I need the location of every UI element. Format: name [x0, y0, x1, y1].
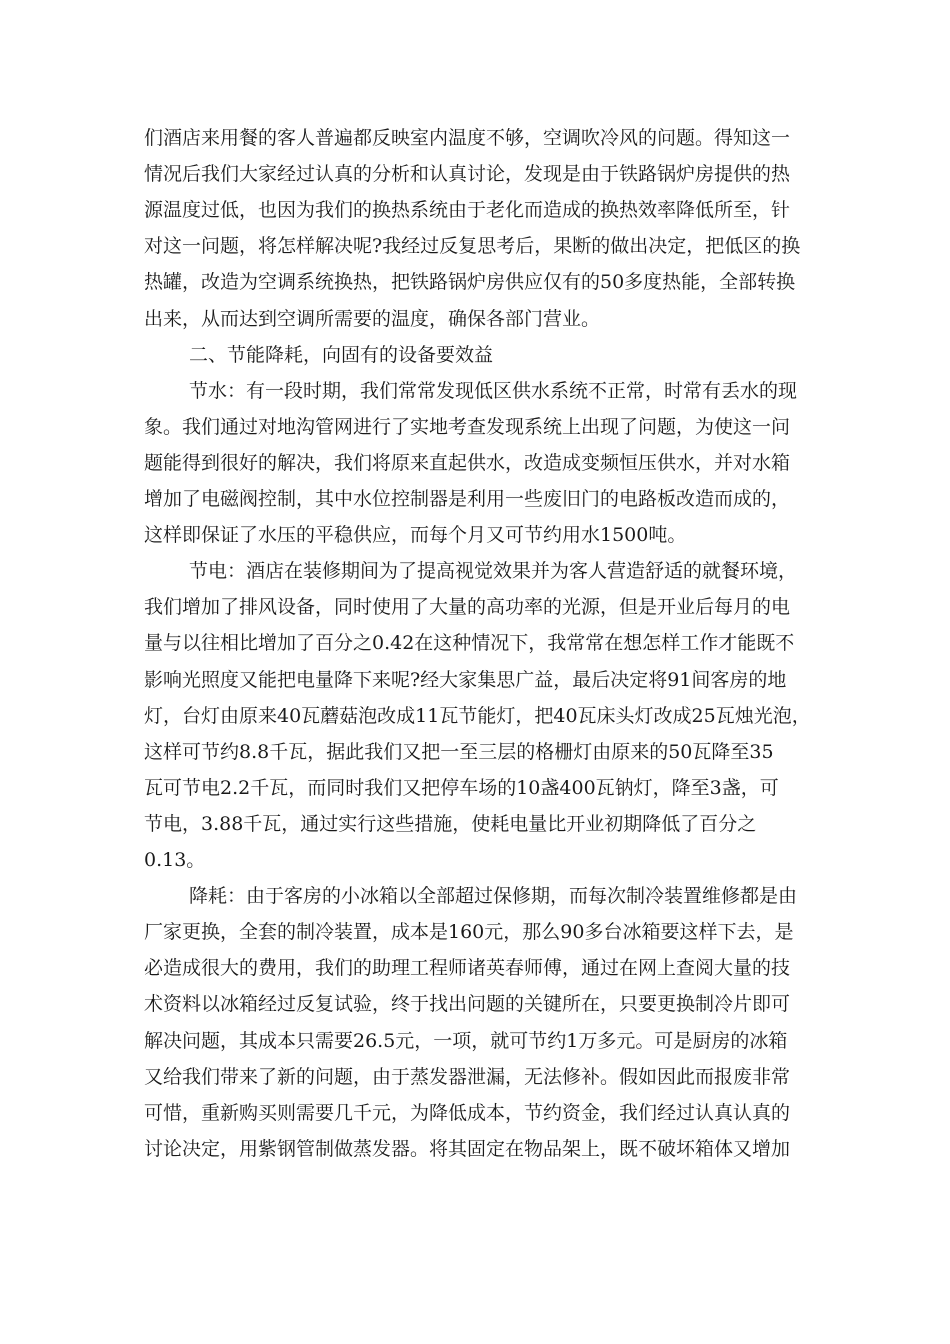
- text-line: 讨论决定，用紫钢管制做蒸发器。将其固定在物品架上，既不破坏箱体又增加: [144, 1137, 791, 1160]
- text-line: 可惜，重新购买则需要几千元，为降低成本，节约资金，我们经过认真认真的: [144, 1101, 791, 1124]
- text-line: 解决问题，其成本只需要26.5元，一项，就可节约1万多元。可是厨房的冰箱: [144, 1029, 788, 1052]
- text-line: 又给我们带来了新的问题，由于蒸发器泄漏，无法修补。假如因此而报废非常: [144, 1065, 791, 1088]
- text-line: 情况后我们大家经过认真的分析和认真讨论，发现是由于铁路锅炉房提供的热: [144, 163, 791, 186]
- text-line: 影响光照度又能把电量降下来呢?经大家集思广益，最后决定将91间客房的地: [144, 668, 787, 691]
- text-line: 这样即保证了水压的平稳供应，而每个月又可节约用水1500吨。: [144, 524, 687, 547]
- text-line: 增加了电磁阀控制，其中水位控制器是利用一些废旧门的电路板改造而成的，: [144, 488, 791, 510]
- text-line: 象。我们通过对地沟管网进行了实地考查发现系统上出现了问题，为使这一问: [144, 415, 791, 438]
- text-line: 这样可节约8.8千瓦，据此我们又把一至三层的格栅灯由原来的50瓦降至35: [144, 740, 774, 763]
- text-line: 灯，台灯由原来40瓦蘑菇泡改成11瓦节能灯，把40瓦床头灯改成25瓦烛光泡，: [144, 704, 811, 727]
- text-line: 热罐，改造为空调系统换热，把铁路锅炉房供应仅有的50多度热能，全部转换: [144, 271, 796, 294]
- text-line: 节电：酒店在装修期间为了提高视觉效果并为客人营造舒适的就餐环境，: [189, 560, 798, 583]
- text-line: 0.13。: [144, 849, 206, 871]
- text-line: 量与以往相比增加了百分之0.42在这种情况下，我常常在想怎样工作才能既不: [144, 632, 795, 655]
- text-line: 题能得到很好的解决，我们将原来直起供水，改造成变频恒压供水，并对水箱: [144, 451, 791, 474]
- text-line: 瓦可节电2.2千瓦，而同时我们又把停车场的10盏400瓦钠灯，降至3盏，可: [144, 776, 779, 799]
- text-line: 降耗：由于客房的小冰箱以全部超过保修期，而每次制冷装置维修都是由: [189, 885, 798, 908]
- text-line: 出来，从而达到空调所需要的温度，确保各部门营业。: [144, 307, 601, 330]
- text-line: 术资料以冰箱经过反复试验，终于找出问题的关键所在，只要更换制冷片即可: [144, 993, 791, 1016]
- text-line: 必造成很大的费用，我们的助理工程师诸英春师傅，通过在网上查阅大量的技: [144, 957, 791, 980]
- text-line: 们酒店来用餐的客人普遍都反映室内温度不够，空调吹冷风的问题。得知这一: [144, 127, 791, 149]
- text-line: 厂家更换，全套的制冷装置，成本是160元，那么90多台冰箱要这样下去，是: [144, 921, 794, 944]
- text-line: 节电，3.88千瓦，通过实行这些措施，使耗电量比开业初期降低了百分之: [144, 812, 757, 835]
- text-line: 节水：有一段时期，我们常常发现低区供水系统不正常，时常有丢水的现: [189, 379, 798, 402]
- text-line: 对这一问题，将怎样解决呢?我经过反复思考后，果断的做出决定，把低区的换: [144, 235, 801, 258]
- text-line: 我们增加了排风设备，同时使用了大量的高功率的光源，但是开业后每月的电: [144, 596, 791, 619]
- text-line: 二、节能降耗，向固有的设备要效益: [189, 343, 494, 366]
- text-line: 源温度过低，也因为我们的换热系统由于老化而造成的换热效率降低所至，针: [144, 199, 791, 222]
